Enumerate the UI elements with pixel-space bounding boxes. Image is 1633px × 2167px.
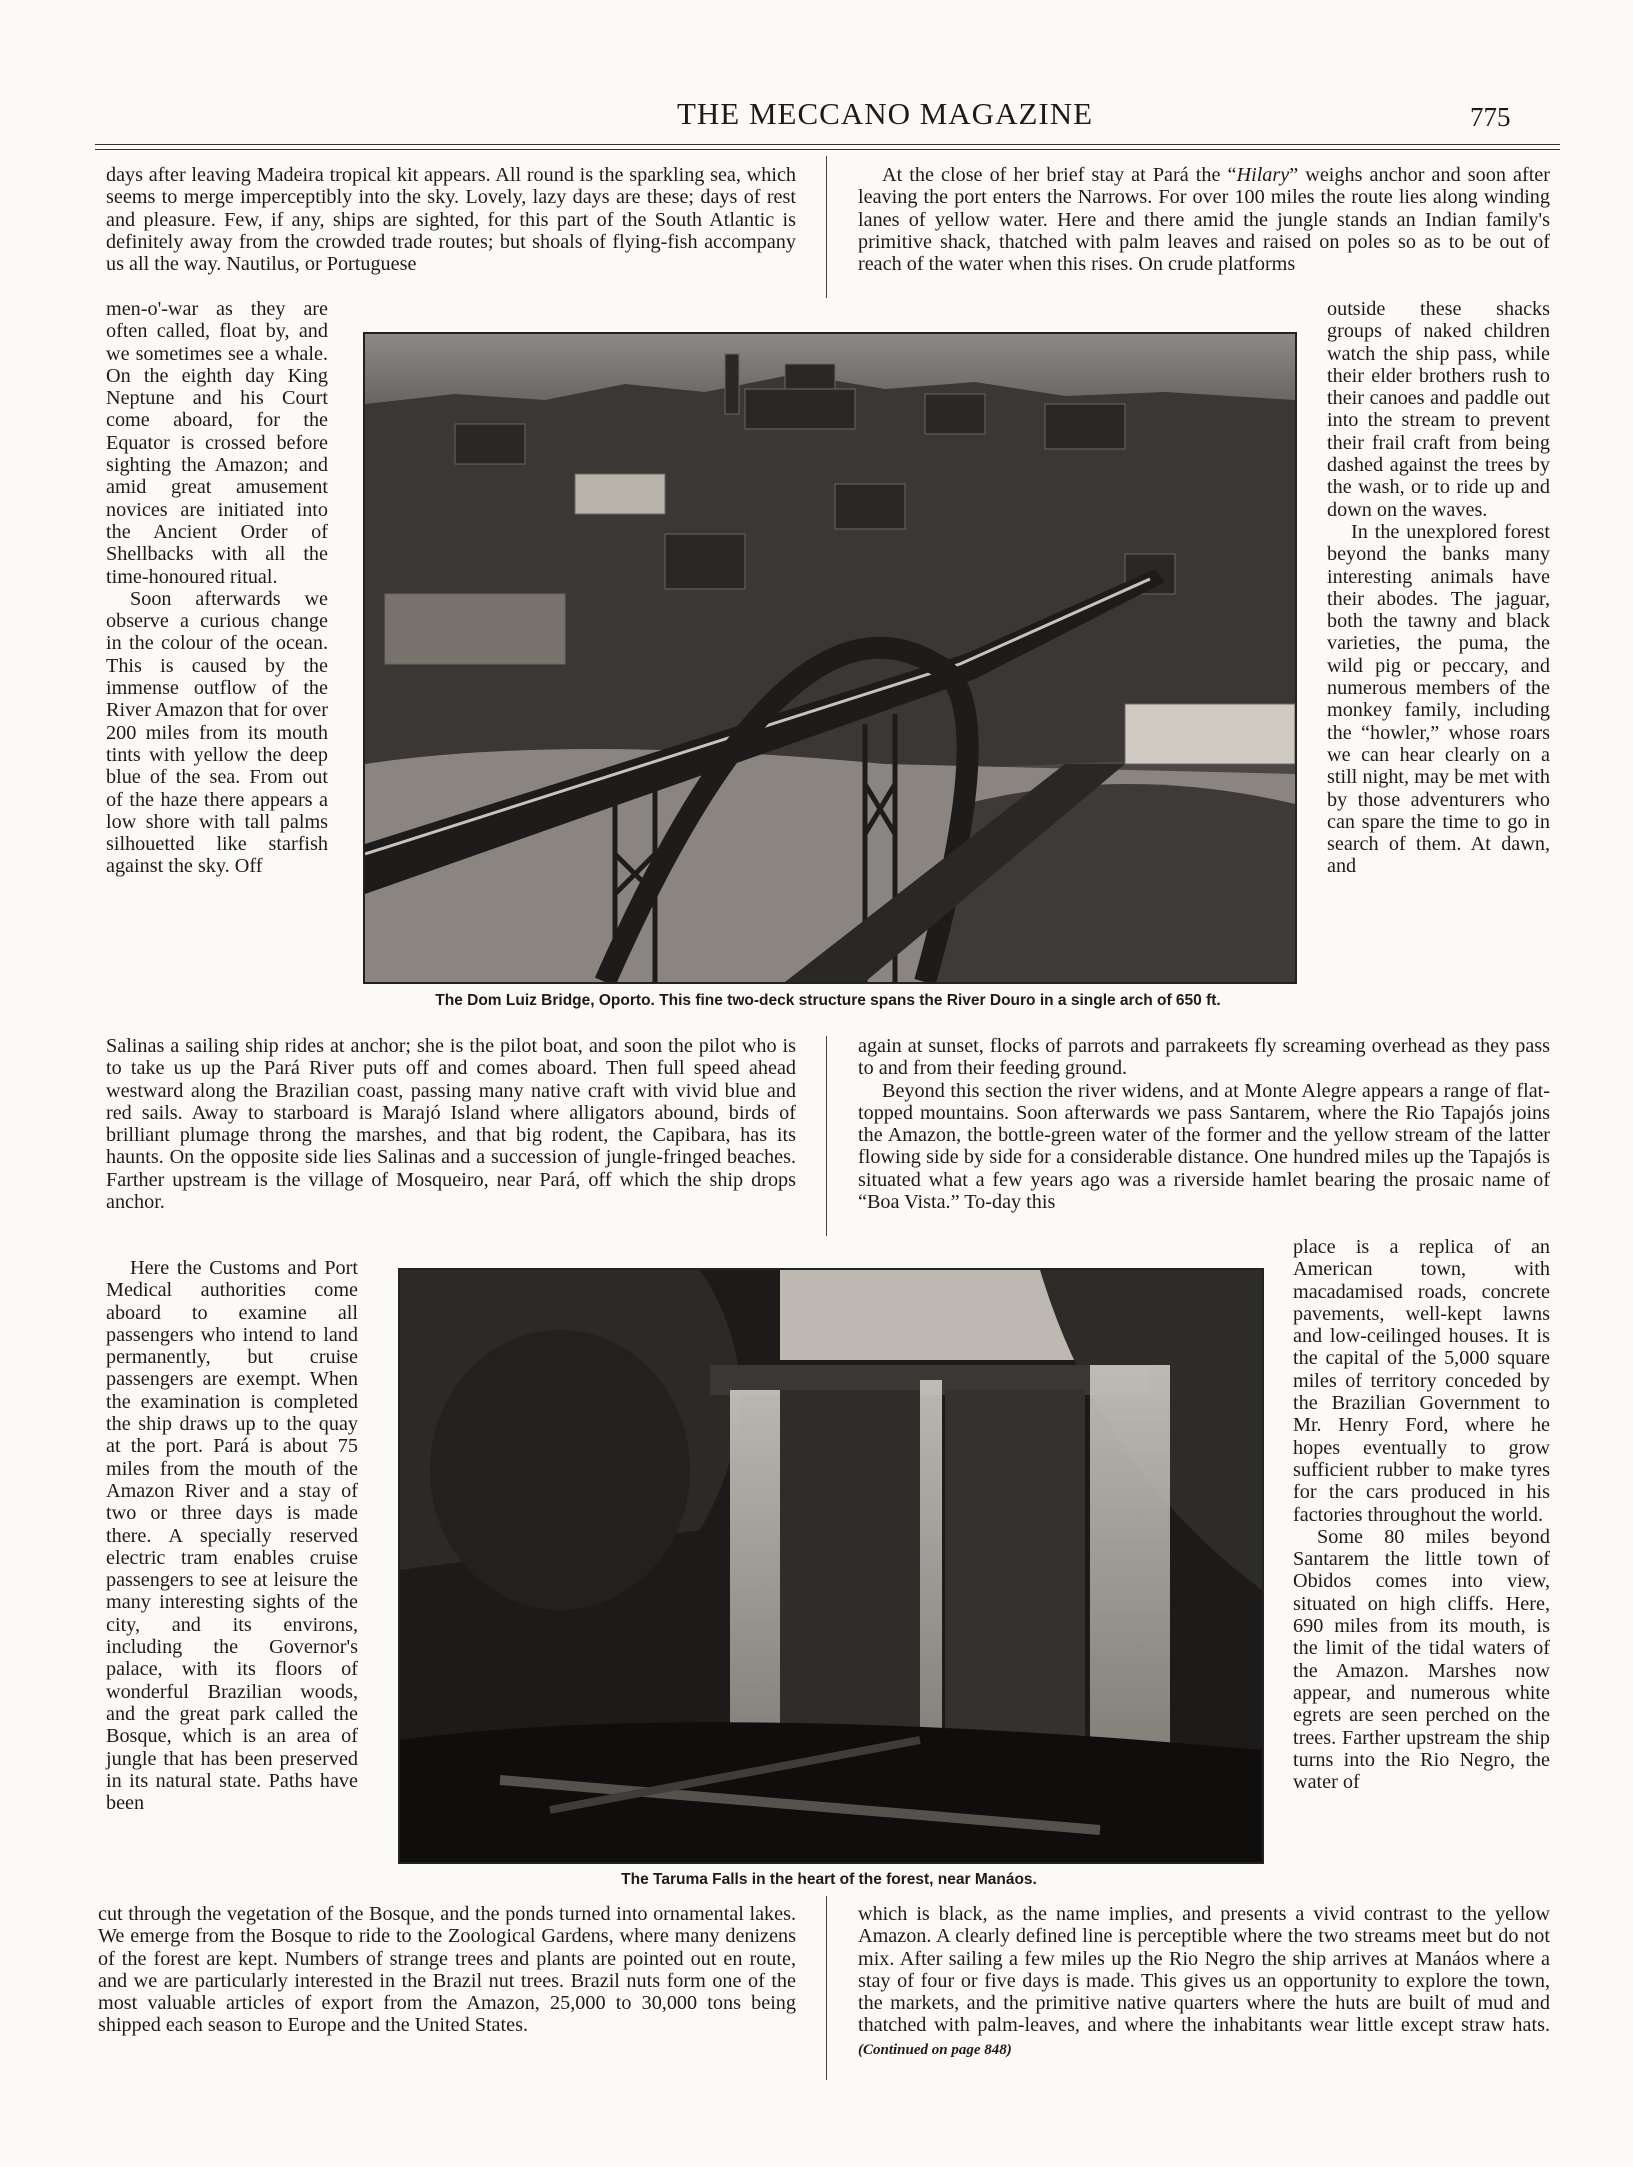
header-rule-2 [95,149,1560,150]
paragraph-5-part-a: In the unexplored forest beyond the banks many interesting animals have their abodes. The jaguar, both the tawny and black varieties, the puma, the wild pig or peccary, and numerous members of the monkey family, including the “howler,” whose roars we can hear clearly on a still night, may be met with by those adventurers who can spare the time to go in search of them. At dawn, and [1327,520,1550,878]
text-p4-top [858,164,1550,275]
paragraph-7-part-a: Some 80 miles beyond Santarem the little town of Obidos comes into view, situated on high cliffs. Here, 690 miles from its mouth, is the limit of the tidal waters of the Amazon. Marshes now appear, and numerous white egrets are seen perched on the trees. Farther upstream the ship turns into the Rio Negro, the water of [1293,1525,1550,1794]
text-p2-wide [106,1035,796,1213]
paragraph-1-part-a: days after leaving Madeira tropical kit appears. All round is the sparkling sea, which seems to merge imperceptibly into the sky. Lovely, lazy days are these; days of rest and pleasure. Few, if any, ships are sighted, for this part of the South Atlantic is definitely away from the crowded trade routes; but shoals of flying-fish accompany us all the way. Nautilus, or Portuguese [106,164,796,276]
paragraph-5-part-b: again at sunset, flocks of parrots and parrakeets fly screaming overhead as they pass to and from their feeding ground. [858,1035,1550,1080]
running-head: THE MECCANO MAGAZINE [676,96,1094,131]
paragraph-4-part-b: outside these shacks groups of naked children watch the ship pass, while their elder brothers rush to their canoes and paddle out into the stream to prevent their frail craft from being dashed against the trees by the wash, or to ride up and down on the waves. [1327,298,1550,521]
header-rule [95,144,1560,145]
text-p3-wide [98,1903,796,2037]
paragraph-6-part-b: place is a replica of an American town, with macadamised roads, concrete pavements, well-kept lawns and low-ceilinged houses. It is the capital of the 5,000 square miles of territory conceded by the Brazilian Government to Mr. Henry Ford, where he hopes eventually to grow sufficient rubber to make tyres for the cars produced in his factories throughout the world. [1293,1236,1550,1526]
text-p3-narrow [106,1257,358,1814]
falls-illustration [400,1270,1262,1862]
paragraph-6-part-a: Beyond this section the river widens, and at Monte Alegre appears a range of flat-topped mountains. Soon afterwards we pass Santarem, where the Rio Tapajós joins the Amazon, the bottle-green water of the former and the yellow stream of the latter flowing side by side for a considerable distance. One hundred miles up the Tapajós is situated what a few years ago was a riverside hamlet bearing the prosaic name of “Boa Vista.” To-day this [858,1079,1550,1214]
paragraph-3-part-a: Here the Customs and Port Medical authorities come aboard to examine all passengers who intend to land permanently, but cruise passengers are exempt. When the examination is completed the ship draws up to the quay at the port. Pará is about 75 miles from the mouth of the Amazon River and a stay of two or three days is made there. A specially reserved electric tram enables cruise passengers to see at leisure the many interesting sights of the city, and its environs, including the Governor's palace, with its floors of wonderful Brazilian woods, and the great park called the Bosque, which is an area of jungle that has been preserved in its natural state. Paths have been [106,1257,358,1815]
paragraph-2-part-a: Soon afterwards we observe a curious change in the colour of the ocean. This is caused by the immense outflow of the River Amazon that for over 200 miles from its mouth tints with yellow the deep blue of the sea. From out of the haze there appears a low shore with tall palms silhouetted like starfish against the sky. Off [106,587,328,878]
page-number: 775 [1470,102,1511,132]
paragraph-7-part-b: which is black, as the name implies, and presents a vivid contrast to the yellow Amazon. A clearly defined line is perceptible where the two streams meet but do not mix. After sailing a few miles up the Rio Negro the ship arrives at Manáos where a stay of four or five days is made. This gives us an opportunity to explore the town, the markets, and the primitive native quarters where the huts are built of mud and thatched with palm-leaves, and where the inhabitants wear little except straw hats. (Continued on page 848) [858,1903,1550,2058]
text-p1-narrow [106,298,328,878]
continued-note: (Continued on page 848) [858,2041,1012,2058]
falls-photo [398,1268,1264,1864]
paragraph-3-part-b: cut through the vegetation of the Bosque, and the ponds turned into ornamental lakes. We emerge from the Bosque to ride to the Zoological Gardens, where many denizens of the forest are kept. Numbers of strange trees and plants are pointed out en route, and we are particularly interested in the Brazil nut trees. Brazil nuts form one of the most valuable articles of export from the Amazon, 25,000 to 30,000 tons being shipped each season to Europe and the United States. [98,1903,796,2037]
text-p6-narrow [1293,1236,1550,1793]
text-p4-narrow [1327,298,1550,878]
falls-caption: The Taruma Falls in the heart of the forest, near Manáos. [621,1871,1037,1888]
paragraph-1-part-b: men-o'-war as they are often called, float by, and we sometimes see a whale. On the eighth day King Neptune and his Court come aboard, for the Equator is crossed before sighting the Amazon; and amid great amusement novices are initiated into the Ancient Order of Shellbacks with all the time-honoured ritual. [106,298,328,588]
text-p7-wide [858,1903,1550,2061]
column-divider [826,156,827,298]
bridge-caption: The Dom Luiz Bridge, Oporto. This fine two-deck structure spans the River Douro in a single arch of 650 ft. [435,992,1221,1009]
text-p5-wide [858,1035,1550,1213]
paragraph-4-part-a: At the close of her brief stay at Pará the “Hilary” weighs anchor and soon after leaving the port enters the Narrows. For over 100 miles the route lies along winding lanes of yellow water. Here and there amid the jungle stands an Indian family's primitive shack, thatched with palm leaves and raised on poles so as to be out of reach of the water when this rises. On crude platforms [858,164,1550,276]
column-divider [826,1896,827,2080]
bridge-photo [363,332,1297,984]
bridge-illustration [365,334,1295,982]
paragraph-2-part-b: Salinas a sailing ship rides at anchor; she is the pilot boat, and soon the pilot who is to take us up the Pará River puts off and comes aboard. Then full speed ahead westward along the Brazilian coast, passing many native craft with vivid blue and red sails. Away to starboard is Marajó Island where alligators abound, birds of brilliant plumage throng the marshes, and that big rodent, the Capibara, has its haunts. On the opposite side lies Salinas and a succession of jungle-fringed beaches. Farther upstream is the village of Mosqueiro, near Pará, off which the ship drops anchor. [106,1035,796,1214]
text-p1-top [106,164,796,275]
column-divider [826,1036,827,1236]
